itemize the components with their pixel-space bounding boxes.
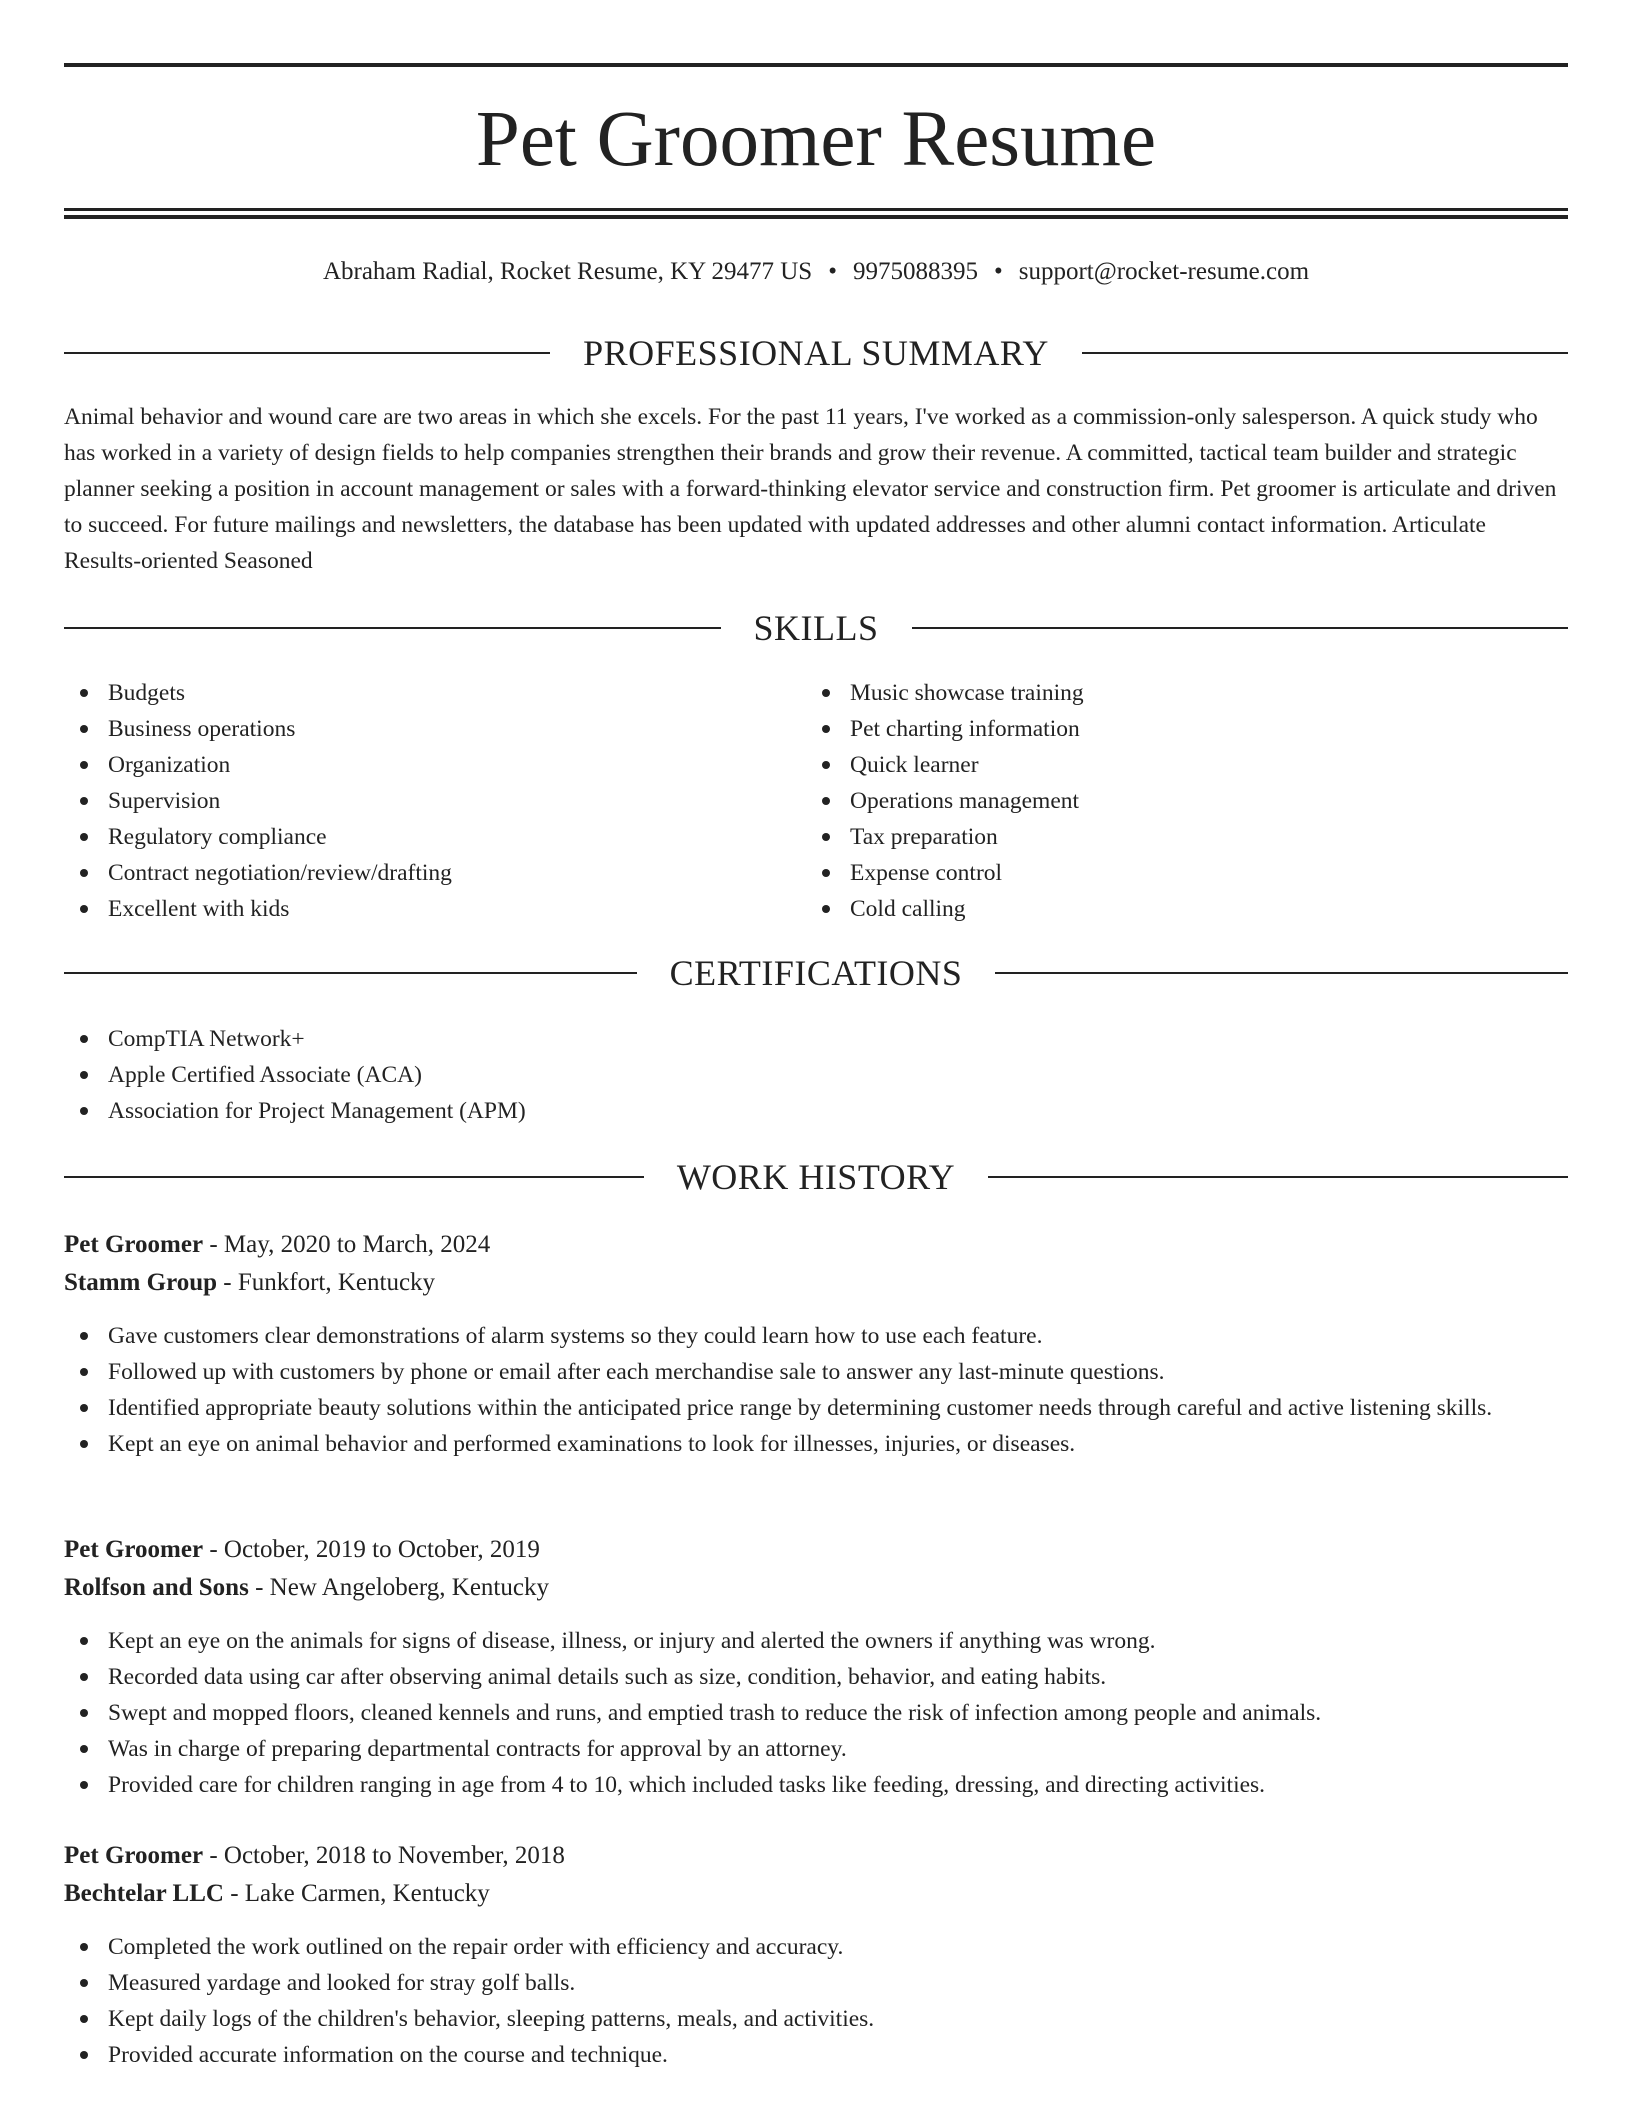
certifications-heading xyxy=(64,948,1568,998)
job-title: Pet Groomer xyxy=(64,1536,204,1563)
job-company-line xyxy=(64,1875,1568,1913)
skill-item: Business operations xyxy=(64,711,804,747)
skill-item: Organization xyxy=(64,747,804,783)
skill-item: Music showcase training xyxy=(806,675,1546,711)
skills-heading-label: SKILLS xyxy=(753,608,879,648)
skill-item: Regulatory compliance xyxy=(64,819,804,855)
contact-separator: • xyxy=(993,258,1003,285)
skill-item: Tax preparation xyxy=(806,819,1546,855)
skill-item: Supervision xyxy=(64,783,804,819)
job-bullet: Followed up with customers by phone or email after each merchandise sale to answer any last-minute questions. xyxy=(64,1354,1568,1390)
heading-rule-right xyxy=(995,972,1568,974)
job-bullet: Swept and mopped floors, cleaned kennels and runs, and emptied trash to reduce the risk of infection among people and animals. xyxy=(64,1695,1568,1731)
job-title-line xyxy=(64,1531,1568,1569)
job-company: Stamm Group xyxy=(64,1269,218,1296)
skill-item: Expense control xyxy=(806,855,1546,891)
heading-rule-right xyxy=(912,627,1569,629)
job-bullet: Provided accurate information on the course and technique. xyxy=(64,2037,1568,2073)
skill-item: Pet charting information xyxy=(806,711,1546,747)
job-title: Pet Groomer xyxy=(64,1231,204,1258)
job-bullet: Kept an eye on the animals for signs of disease, illness, or injury and alerted the owners if anything was wrong. xyxy=(64,1623,1568,1659)
job-location: - Lake Carmen, Kentucky xyxy=(223,1880,490,1907)
job-bullets xyxy=(64,1623,1568,1803)
contact-separator: • xyxy=(828,258,837,285)
job-bullet: Identified appropriate beauty solutions within the anticipated price range by determining customer needs through careful and active listening skills. xyxy=(64,1390,1568,1426)
certification-item: Association for Project Management (APM) xyxy=(64,1093,1568,1129)
contact-address: Abraham Radial, Rocket Resume, KY 29477 US xyxy=(322,258,813,285)
job-company: Rolfson and Sons xyxy=(64,1574,249,1601)
summary-text: Animal behavior and wound care are two areas in which she excels. For the past 11 years, I've worked as a commission-only salesperson. A quick study who has worked in a variety of design fields to help companies strengthen their brands and grow their revenue. A committed, tactical team builder and strategic planner seeking a position in account management or sales with a forward-thinking elevator service and construction firm. Pet groomer is articulate and driven to succeed. For future mailings and newsletters, the database has been updated with updated addresses and other alumni contact information. Articulate Results-oriented Seasoned xyxy=(64,404,1557,574)
heading-rule-right xyxy=(988,1176,1568,1178)
job-bullet: Measured yardage and looked for stray golf balls. xyxy=(64,1965,1568,2001)
skill-item: Excellent with kids xyxy=(64,891,804,927)
skills-list-left xyxy=(64,675,804,927)
job-bullet: Kept daily logs of the children's behavior, sleeping patterns, meals, and activities. xyxy=(64,2001,1568,2037)
job-title-line xyxy=(64,1837,1568,1875)
skill-item: Quick learner xyxy=(806,747,1546,783)
certifications-list xyxy=(64,1021,1568,1129)
top-rule xyxy=(64,63,1568,67)
job-bullet: Completed the work outlined on the repair order with efficiency and accuracy. xyxy=(64,1929,1568,1965)
skill-item: Cold calling xyxy=(806,891,1546,927)
job-bullet: Recorded data using car after observing animal details such as size, condition, behavior, and eating habits. xyxy=(64,1659,1568,1695)
job-location: - Funkfort, Kentucky xyxy=(217,1269,436,1296)
contact-phone: 9975088395 xyxy=(852,258,978,285)
job-dates: - October, 2019 to October, 2019 xyxy=(203,1536,540,1563)
summary-heading xyxy=(64,328,1568,378)
contact-line xyxy=(64,254,1568,290)
title-rule-lower xyxy=(64,215,1568,219)
work-history-heading-label: WORK HISTORY xyxy=(676,1157,956,1197)
skills-heading xyxy=(64,603,1568,653)
heading-rule-left xyxy=(64,972,637,974)
job-bullet: Kept an eye on animal behavior and performed examinations to look for illnesses, injuries, or diseases. xyxy=(64,1426,1568,1462)
job-company: Bechtelar LLC xyxy=(64,1880,224,1907)
certification-item: CompTIA Network+ xyxy=(64,1021,1568,1057)
job-dates: - October, 2018 to November, 2018 xyxy=(203,1842,565,1869)
job-company-line xyxy=(64,1569,1568,1607)
page-title: Pet Groomer Resume xyxy=(475,96,1157,183)
summary-heading-label: PROFESSIONAL SUMMARY xyxy=(583,333,1049,373)
heading-rule-left xyxy=(64,627,721,629)
job-entry xyxy=(64,1837,1568,2073)
job-title: Pet Groomer xyxy=(64,1842,204,1869)
job-bullet: Was in charge of preparing departmental contracts for approval by an attorney. xyxy=(64,1731,1568,1767)
skills-list-right xyxy=(806,675,1546,927)
job-entry xyxy=(64,1531,1568,1803)
work-history-heading xyxy=(64,1152,1568,1202)
heading-rule-left xyxy=(64,1176,644,1178)
heading-rule-right xyxy=(1082,352,1568,354)
certifications-heading-label: CERTIFICATIONS xyxy=(669,953,963,993)
job-location: - New Angeloberg, Kentucky xyxy=(248,1574,549,1601)
job-bullets xyxy=(64,1929,1568,2073)
skill-item: Contract negotiation/review/drafting xyxy=(64,855,804,891)
skill-item: Operations management xyxy=(806,783,1546,819)
heading-rule-left xyxy=(64,352,550,354)
job-bullet: Gave customers clear demonstrations of alarm systems so they could learn how to use each feature. xyxy=(64,1318,1568,1354)
skill-item: Budgets xyxy=(64,675,804,711)
job-dates: - May, 2020 to March, 2024 xyxy=(203,1231,491,1258)
job-bullets xyxy=(64,1318,1568,1462)
job-company-line xyxy=(64,1264,1568,1302)
job-entry xyxy=(64,1226,1568,1462)
job-bullet: Provided care for children ranging in age from 4 to 10, which included tasks like feeding, dressing, and directing activities. xyxy=(64,1767,1568,1803)
job-title-line xyxy=(64,1226,1568,1264)
contact-email: support@rocket-resume.com xyxy=(1018,258,1310,285)
title-rule-upper xyxy=(64,208,1568,211)
certification-item: Apple Certified Associate (ACA) xyxy=(64,1057,1568,1093)
